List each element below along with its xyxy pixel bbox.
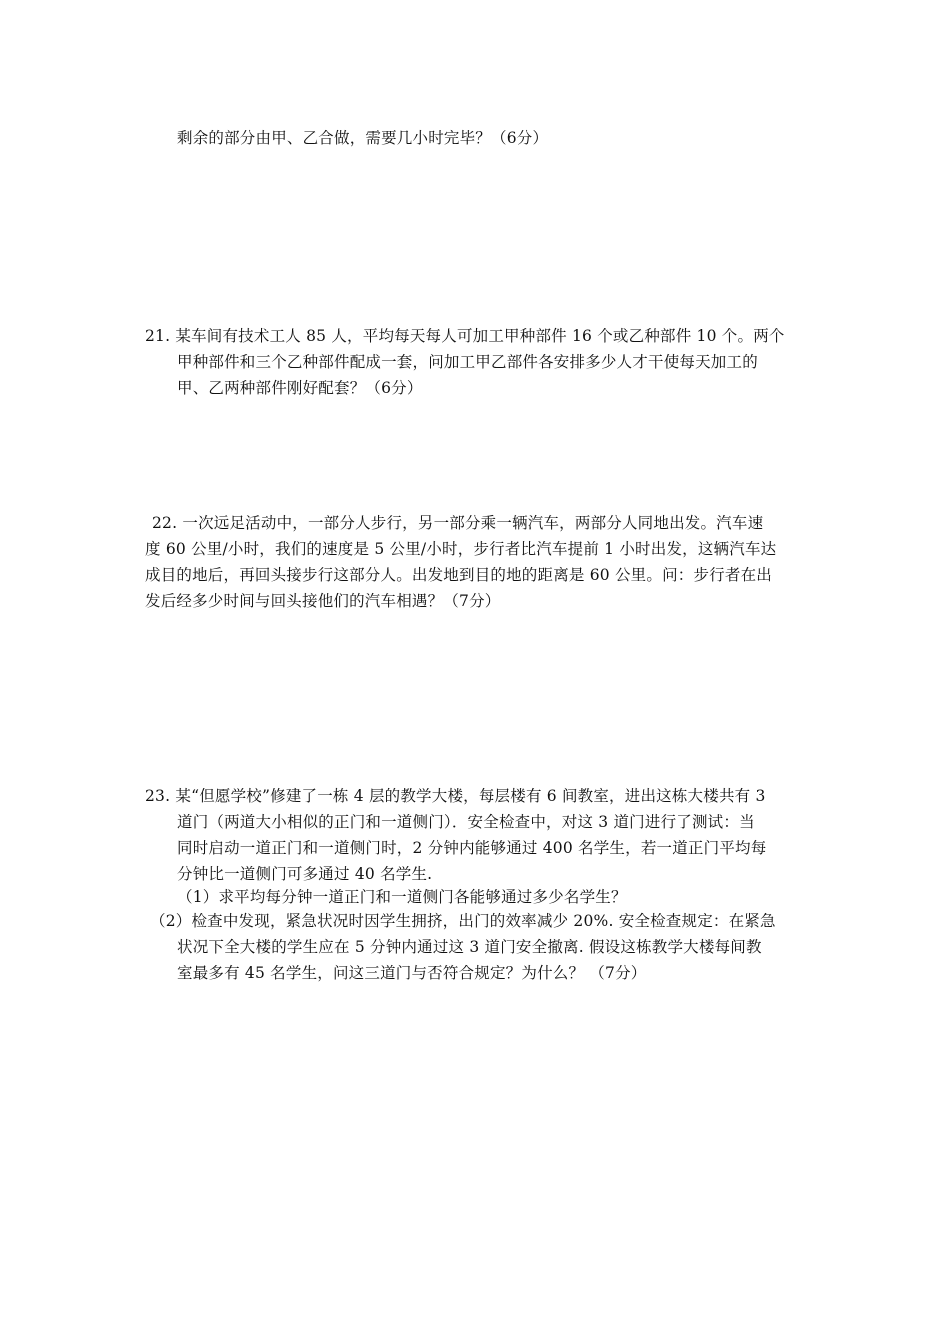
q21-line-2: 甲种部件和三个乙种部件配成一套，问加工甲乙部件各安排多少人才干使每天加工的 — [177, 353, 758, 371]
q23-subquestion-1: （1）求平均每分钟一道正门和一道侧门各能够通过多少名学生？ — [177, 888, 627, 906]
q23-subquestion-2-line-1: （2）检查中发现，紧急状况时因学生拥挤，出门的效率减少 20%. 安全检查规定：在紧急 — [150, 912, 776, 930]
q23-subquestion-2-line-2: 状况下全大楼的学生应在 5 分钟内通过这 3 道门安全撤离. 假设这栋教学大楼每间教 — [177, 938, 762, 956]
q23-line-1: 23. 某“但愿学校”修建了一栋 4 层的教学大楼，每层楼有 6 间教室，进出这栋大楼共有 3 — [145, 787, 766, 805]
q23-subquestion-2-line-3: 室最多有 45 名学生，问这三道门与否符合规定？为什么？ （7分） — [177, 964, 647, 982]
q22-line-1: 22. 一次远足活动中，一部分人步行，另一部分乘一辆汽车，两部分人同地出发。汽车速 — [152, 514, 764, 532]
q22-line-3: 成目的地后，再回头接步行这部分人。出发地到目的地的距离是 60 公里。问：步行者在出 — [145, 566, 772, 584]
q23-line-3: 同时启动一道正门和一道侧门时，2 分钟内能够通过 400 名学生，若一道正门平均每 — [177, 839, 767, 857]
q21-line-3: 甲、乙两种部件刚好配套？（6分） — [177, 379, 423, 397]
q22-line-4: 发后经多少时间与回头接他们的汽车相遇？（7分） — [145, 592, 501, 610]
q23-line-4: 分钟比一道侧门可多通过 40 名学生. — [177, 865, 433, 883]
q23-line-2: 道门（两道大小相似的正门和一道侧门）．安全检查中，对这 3 道门进行了测试：当 — [177, 813, 755, 831]
q21-line-1: 21. 某车间有技术工人 85 人，平均每天每人可加工甲种部件 16 个或乙种部件 10 个。两个 — [145, 327, 785, 345]
q22-line-2: 度 60 公里/小时，我们的速度是 5 公里/小时，步行者比汽车提前 1 小时出发，这辆汽车达 — [145, 540, 777, 558]
q20-line-1: 剩余的部分由甲、乙合做，需要几小时完毕？（6分） — [177, 129, 549, 147]
